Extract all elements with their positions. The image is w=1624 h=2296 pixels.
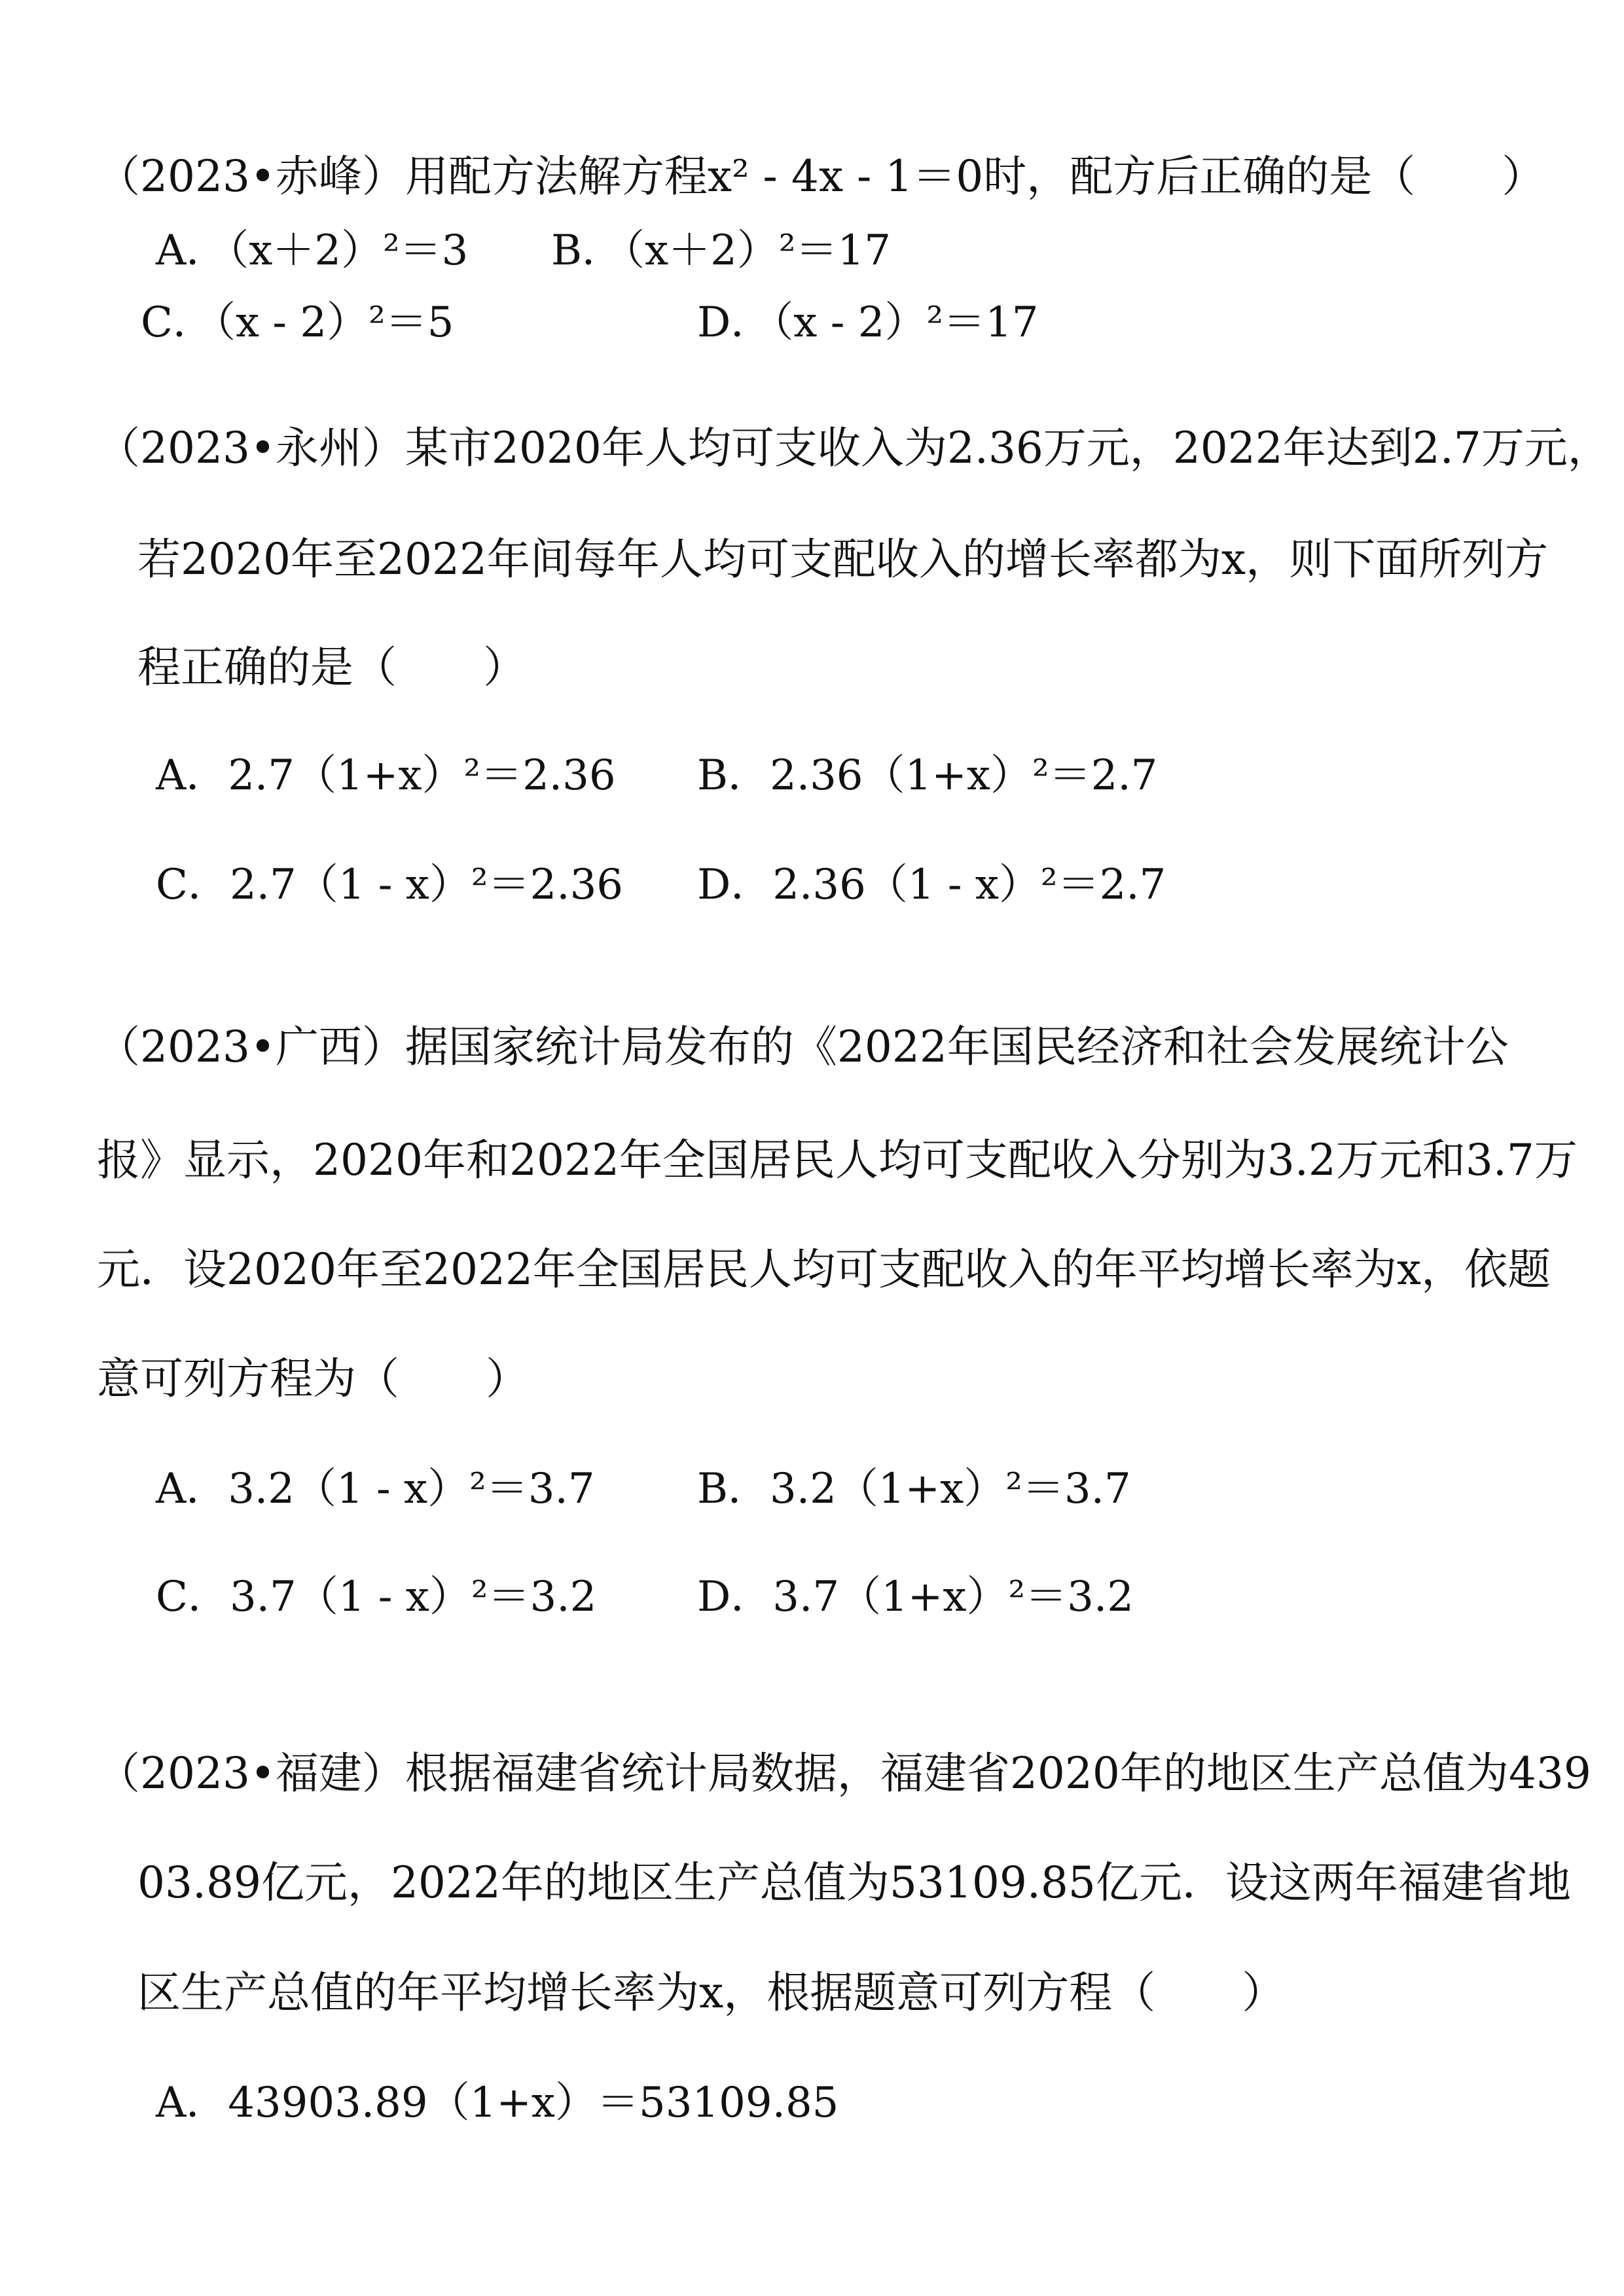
- q1-option-b: B．（x＋2）²＝17: [551, 226, 891, 275]
- q3-option-b: B．3.2（1+x）²＝3.7: [697, 1465, 1131, 1513]
- q1-option-c: C．（x - 2）²＝5: [141, 298, 454, 347]
- q4-line-2: 03.89亿元，2022年的地区生产总值为53109.85亿元．设这两年福建省地: [137, 1857, 1571, 1908]
- q3-option-a: A．3.2（1 - x）²＝3.7: [156, 1465, 595, 1513]
- q4-option-a: A．43903.89（1+x）＝53109.85: [156, 2079, 839, 2127]
- q2-option-d: D．2.36（1 - x）²＝2.7: [697, 861, 1166, 909]
- q2-option-a: A．2.7（1+x）²＝2.36: [156, 751, 616, 800]
- q1-line-1: （2023•赤峰）用配方法解方程x² - 4x - 1＝0时，配方后正确的是（ ）: [97, 151, 1545, 202]
- q3-option-c: C．3.7（1 - x）²＝3.2: [156, 1573, 597, 1621]
- q3-line-3: 元．设2020年至2022年全国居民人均可支配收入的年平均增长率为x，依题: [97, 1244, 1551, 1295]
- q2-line-2: 若2020年至2022年间每年人均可支配收入的增长率都为x，则下面所列方: [137, 534, 1549, 584]
- q3-option-d: D．3.7（1+x）²＝3.2: [697, 1573, 1134, 1621]
- q3-line-2: 报》显示，2020年和2022年全国居民人均可支配收入分别为3.2万元和3.7万: [97, 1135, 1578, 1185]
- q3-line-4: 意可列方程为（ ）: [97, 1354, 529, 1404]
- q4-line-3: 区生产总值的年平均增长率为x，根据题意可列方程（ ）: [137, 1967, 1286, 2018]
- q2-line-1: （2023•永州）某市2020年人均可支收入为2.36万元，2022年达到2.7万元，: [97, 423, 1611, 473]
- q3-line-1: （2023•广西）据国家统计局发布的《2022年国民经济和社会发展统计公: [97, 1022, 1509, 1072]
- q4-line-1: （2023•福建）根据福建省统计局数据，福建省2020年的地区生产总值为439: [97, 1748, 1591, 1799]
- q2-line-3: 程正确的是（ ）: [137, 642, 526, 692]
- q1-option-d: D．（x - 2）²＝17: [697, 298, 1039, 347]
- q1-option-a: A．（x＋2）²＝3: [156, 226, 469, 275]
- q2-option-c: C．2.7（1 - x）²＝2.36: [156, 861, 624, 909]
- q2-option-b: B．2.36（1+x）²＝2.7: [697, 751, 1158, 800]
